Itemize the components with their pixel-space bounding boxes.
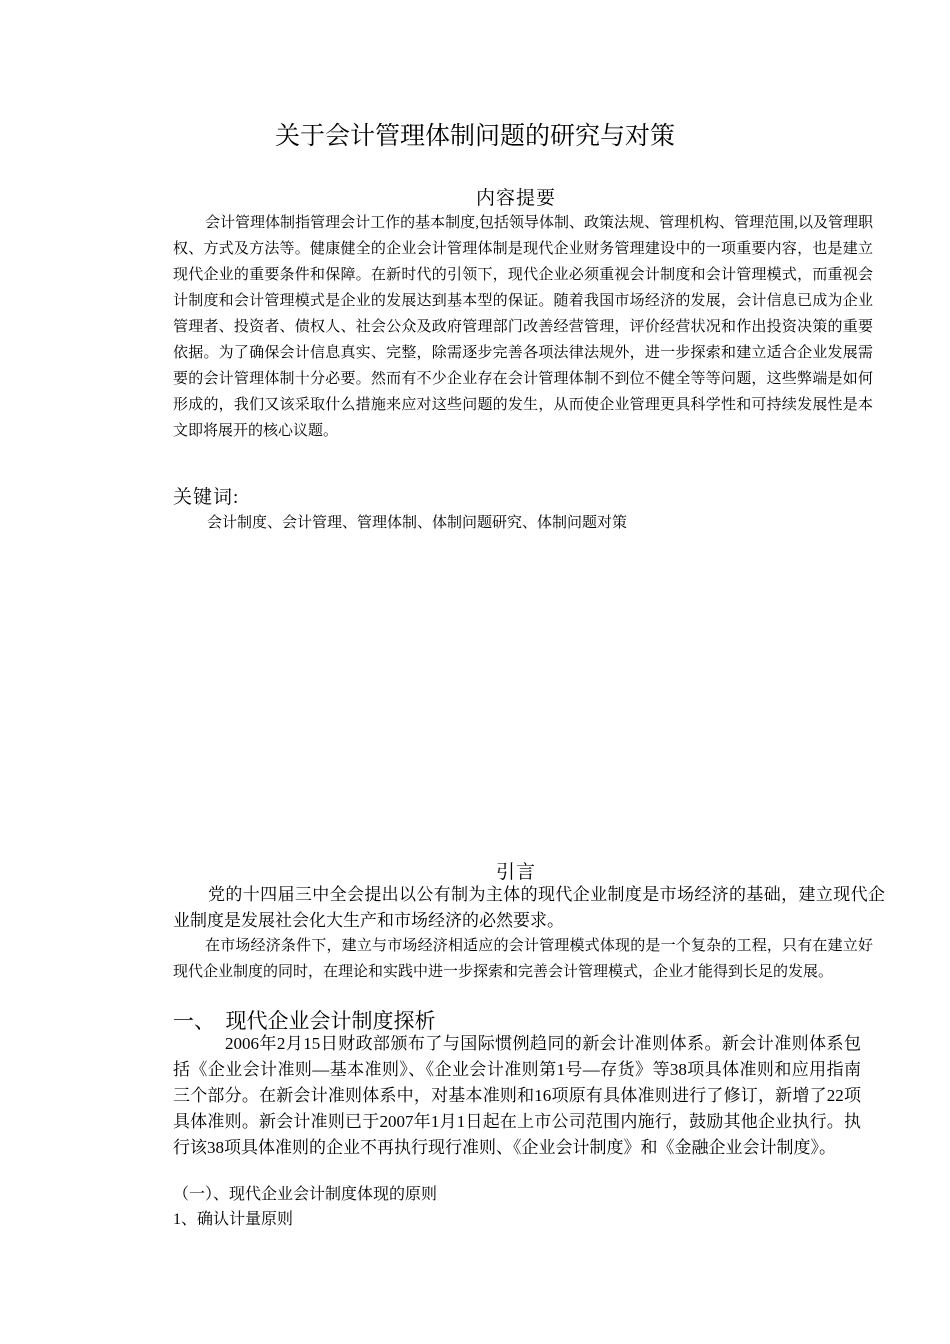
introduction-heading: 引言 — [495, 862, 536, 883]
introduction-paragraph-1: 党的十四届三中全会提出以公有制为主体的现代企业制度是市场经济的基础，建立现代企业制度是发展社会化大生产和市场经济的必然要求。 — [173, 885, 885, 930]
section-1-heading: 一、 现代企业会计制度探析 — [173, 1009, 436, 1033]
abstract-heading: 内容提要 — [475, 188, 556, 209]
keywords-body: 会计制度、会计管理、管理体制、体制问题研究、体制问题对策 — [207, 515, 628, 531]
subsection-1-item-1: 1、确认计量原则 — [173, 1211, 294, 1228]
document-title: 关于会计管理体制问题的研究与对策 — [274, 122, 675, 150]
keywords-heading: 关键词: — [173, 487, 240, 508]
abstract-body: 会计管理体制指管理会计工作的基本制度,包括领导体制、政策法规、管理机构、管理范围,以及管理职权、方式及方法等。健康健全的企业会计管理体制是现代企业财务管理建设中的一项重要内容，也是建立现代企业的重要条件和保障。在新时代的引领下，现代企业必须重视会计制度和会计管理模式，而重视会计制度和会计管理模式是企业的发展达到基本型的保证。随着我国市场经济的发展，会计信息已成为企业管理者、投资者、债权人、社会公众及政府管理部门改善经营管理，评价经营状况和作出投资决策的重要依据。为了确保会计信息真实、完整，除需逐步完善各项法律法规外，进一步探索和建立适合企业发展需要的会计管理体制十分必要。然而有不少企业存在会计管理体制不到位不健全等等问题，这些弊端是如何形成的，我们又该采取什么措施来应对这些问题的发生，从而使企业管理更具科学性和可持续发展性是本文即将展开的核心议题。 — [173, 215, 873, 439]
subsection-1-heading: （一）、现代企业会计制度体现的原则 — [173, 1186, 438, 1203]
introduction-paragraph-2: 在市场经济条件下，建立与市场经济相适应的会计管理模式体现的是一个复杂的工程，只有在建立好现代企业制度的同时，在理论和实践中进一步探索和完善会计管理模式，企业才能得到长足的发展。 — [173, 938, 873, 980]
section-1-body: 2006年2月15日财政部颁布了与国际惯例趋同的新会计准则体系。新会计准则体系包括《企业会计准则—基本准则》、《企业会计准则第1号—存货》等38项具体准则和应用指南三个部分。在新会计准则体系中，对基本准则和16项原有具体准则进行了修订，新增了22项具体准则。新会计准则已于2007年1月1日起在上市公司范围内施行，鼓励其他企业执行。执行该38项具体准则的企业不再执行现行准则、《企业会计制度》和《金融企业会计制度》。 — [173, 1034, 861, 1157]
